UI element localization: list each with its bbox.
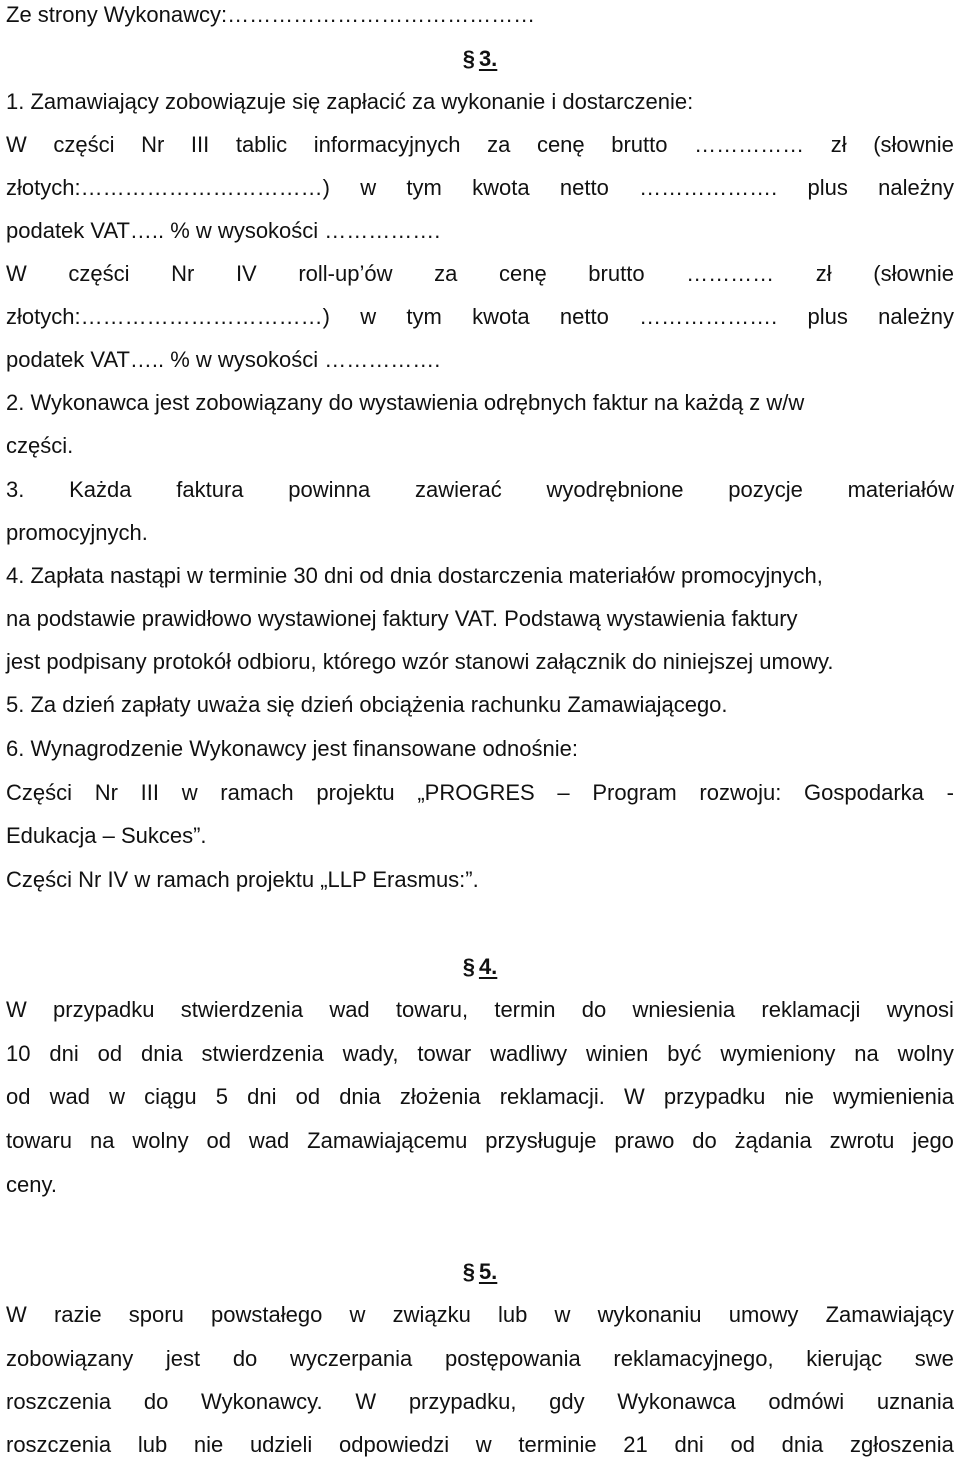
word: za xyxy=(487,132,511,157)
word: winien xyxy=(586,1041,649,1066)
word: plus xyxy=(807,175,848,200)
word: wad xyxy=(329,997,370,1022)
word: materiałów xyxy=(847,477,954,502)
word: cenę xyxy=(536,132,585,157)
word: Części xyxy=(6,780,73,805)
word: wyczerpania xyxy=(289,1346,413,1371)
word: części xyxy=(68,261,130,286)
s3-paragraph-3-cont: promocyjnych. xyxy=(6,520,148,545)
word: netto xyxy=(559,304,609,329)
s5-line-justified xyxy=(6,1346,954,1372)
word: w xyxy=(475,1432,492,1457)
word: „PROGRES xyxy=(417,780,535,805)
word: reklamacji xyxy=(761,997,861,1022)
s5-line-justified xyxy=(6,1302,954,1328)
word: Zamawiający xyxy=(825,1302,954,1327)
section-number: 5. xyxy=(478,1259,498,1284)
s3-line-justified xyxy=(6,261,954,287)
word: stwierdzenia xyxy=(201,1041,324,1066)
section-4-heading xyxy=(0,954,960,980)
s3-paragraph-6: 6. Wynagrodzenie Wykonawcy jest finansowane odnośnie: xyxy=(6,736,578,761)
word: roszczenia xyxy=(6,1389,112,1414)
word: faktura xyxy=(176,477,244,502)
word: od xyxy=(97,1041,123,1066)
word: wadliwy xyxy=(490,1041,568,1066)
word: brutto xyxy=(611,132,668,157)
word: …………… xyxy=(694,132,805,157)
word: tablic xyxy=(235,132,288,157)
section-sign: § xyxy=(462,1259,475,1284)
word: zł xyxy=(830,132,847,157)
word: kwota xyxy=(472,304,530,329)
word: swe xyxy=(914,1346,954,1371)
s3-paragraph-2-cont: części. xyxy=(6,433,74,458)
word: na xyxy=(854,1041,879,1066)
word: zgłoszenia xyxy=(849,1432,954,1457)
word: przypadku, xyxy=(408,1389,517,1414)
word: kierując xyxy=(806,1346,883,1371)
word: do xyxy=(232,1346,258,1371)
word: od xyxy=(295,1084,321,1109)
word: wniesienia xyxy=(632,997,736,1022)
word: reklamacyjnego, xyxy=(613,1346,774,1371)
word: zwrotu xyxy=(829,1128,895,1153)
word: ciągu xyxy=(144,1084,197,1109)
s3-paragraph-4: 4. Zapłata nastąpi w terminie 30 dni od dnia dostarczenia materiałów promocyjnych, xyxy=(6,563,823,588)
word: terminie xyxy=(518,1432,597,1457)
word: tym xyxy=(406,175,442,200)
word: należny xyxy=(878,304,954,329)
word: złotych:……………………………) xyxy=(6,175,330,200)
word: od xyxy=(206,1128,231,1153)
word: Gospodarka xyxy=(804,780,924,805)
section-sign: § xyxy=(462,46,475,71)
word: wolny xyxy=(132,1128,189,1153)
word: w xyxy=(349,1302,366,1327)
word: towaru, xyxy=(395,997,469,1022)
word: być xyxy=(667,1041,702,1066)
word: wolny xyxy=(897,1041,954,1066)
word: roll-up’ów xyxy=(298,261,393,286)
word: W xyxy=(6,997,27,1022)
s3-paragraph-5: 5. Za dzień zapłaty uważa się dzień obciążenia rachunku Zamawiającego. xyxy=(6,692,728,717)
s3-line-justified xyxy=(6,477,954,503)
word: w xyxy=(181,780,198,805)
word: od xyxy=(730,1432,755,1457)
word: zł xyxy=(815,261,832,286)
word: udzieli xyxy=(249,1432,313,1457)
word: reklamacji. xyxy=(499,1084,605,1109)
word: Nr xyxy=(94,780,118,805)
word: W xyxy=(6,261,27,286)
word: od xyxy=(6,1084,31,1109)
word: rozwoju: xyxy=(699,780,782,805)
section-3-heading xyxy=(0,46,960,72)
word: dni xyxy=(674,1432,704,1457)
word: odmówi xyxy=(768,1389,845,1414)
s3-vat-line: podatek VAT….. % w wysokości ……………. xyxy=(6,218,441,243)
word: gdy xyxy=(549,1389,585,1414)
word: postępowania xyxy=(444,1346,581,1371)
s3-paragraph-1: 1. Zamawiający zobowiązuje się zapłacić za wykonanie i dostarczenie: xyxy=(6,89,694,114)
word: wyodrębnione xyxy=(546,477,684,502)
word: złożenia xyxy=(399,1084,481,1109)
word: W xyxy=(623,1084,645,1109)
word: w xyxy=(360,304,377,329)
word: żądania xyxy=(734,1128,812,1153)
word: roszczenia xyxy=(6,1432,112,1457)
word: towaru xyxy=(6,1128,73,1153)
word: dnia xyxy=(141,1041,183,1066)
s4-line-justified xyxy=(6,1041,954,1067)
word: wad xyxy=(248,1128,290,1153)
intro-line: Ze strony Wykonawcy:…………………………………… xyxy=(6,2,536,27)
word: lub xyxy=(137,1432,168,1457)
s3-paragraph-6-cont: Edukacja – Sukces”. xyxy=(6,823,207,848)
word: Program xyxy=(592,780,677,805)
section-5-heading xyxy=(0,1259,960,1285)
word: 10 xyxy=(6,1041,31,1066)
word: do xyxy=(143,1389,169,1414)
word: 3. xyxy=(6,477,25,502)
s3-paragraph-2: 2. Wykonawca jest zobowiązany do wystawienia odrębnych faktur na każdą z w/w xyxy=(6,390,805,415)
word: wymieniony xyxy=(720,1041,836,1066)
word: (słownie xyxy=(873,132,954,157)
word: cenę xyxy=(498,261,547,286)
section-sign: § xyxy=(462,954,475,979)
s4-last-line: ceny. xyxy=(6,1172,57,1197)
word: powstałego xyxy=(211,1302,323,1327)
word: IV xyxy=(235,261,257,286)
word: netto xyxy=(559,175,609,200)
word: Nr xyxy=(171,261,195,286)
s3-paragraph-6-cont: Części Nr IV w ramach projektu „LLP Erasmus:”. xyxy=(6,867,479,892)
s3-line-justified xyxy=(6,175,954,201)
s3-paragraph-4-cont: na podstawie prawidłowo wystawionej faktury VAT. Podstawą wystawienia faktury xyxy=(6,606,798,631)
word: przypadku xyxy=(663,1084,766,1109)
word: - xyxy=(946,780,954,805)
word: Wykonawca xyxy=(617,1389,736,1414)
word: razie xyxy=(53,1302,102,1327)
word: stwierdzenia xyxy=(180,997,304,1022)
word: towar xyxy=(417,1041,472,1066)
word: kwota xyxy=(472,175,530,200)
word: III xyxy=(140,780,159,805)
word: W xyxy=(6,1302,27,1327)
word: w xyxy=(109,1084,125,1109)
word: jego xyxy=(912,1128,954,1153)
word: lub xyxy=(497,1302,528,1327)
word: wymienienia xyxy=(832,1084,954,1109)
word: dni xyxy=(247,1084,277,1109)
word: jest xyxy=(165,1346,201,1371)
s5-line-justified xyxy=(6,1432,954,1458)
word: Każda xyxy=(69,477,132,502)
s3-line-justified xyxy=(6,304,954,330)
word: przypadku xyxy=(53,997,155,1022)
s4-line-justified xyxy=(6,1128,954,1154)
word: do xyxy=(581,997,607,1022)
word: zawierać xyxy=(414,477,502,502)
word: ………………. xyxy=(639,175,778,200)
word: ramach xyxy=(220,780,294,805)
word: informacyjnych xyxy=(313,132,461,157)
word: pozycje xyxy=(728,477,803,502)
word: W xyxy=(355,1389,377,1414)
word: plus xyxy=(807,304,848,329)
word: W xyxy=(6,132,27,157)
word: dnia xyxy=(339,1084,381,1109)
word: Nr xyxy=(141,132,165,157)
word: termin xyxy=(494,997,556,1022)
word: w xyxy=(360,175,377,200)
word: do xyxy=(692,1128,717,1153)
s3-line-justified xyxy=(6,132,954,158)
section-number: 3. xyxy=(478,46,498,71)
word: Zamawiającemu xyxy=(307,1128,468,1153)
section-number: 4. xyxy=(478,954,498,979)
word: powinna xyxy=(288,477,371,502)
word: dnia xyxy=(781,1432,824,1457)
s3-paragraph-4-cont: jest podpisany protokół odbioru, którego wzór stanowi załącznik do niniejszej umowy. xyxy=(6,649,834,674)
word: wykonaniu xyxy=(597,1302,702,1327)
word: Wykonawcy. xyxy=(201,1389,323,1414)
word: części xyxy=(53,132,115,157)
word: prawo xyxy=(614,1128,675,1153)
s4-line-justified xyxy=(6,1084,954,1110)
word: 21 xyxy=(623,1432,648,1457)
word: przysługuje xyxy=(485,1128,597,1153)
word: za xyxy=(434,261,458,286)
word: należny xyxy=(878,175,954,200)
word: III xyxy=(190,132,210,157)
s3-vat-line: podatek VAT….. % w wysokości ……………. xyxy=(6,347,441,372)
word: odpowiedzi xyxy=(339,1432,450,1457)
word: wady, xyxy=(342,1041,399,1066)
word: złotych:……………………………) xyxy=(6,304,330,329)
word: ………… xyxy=(686,261,775,286)
word: umowy xyxy=(728,1302,799,1327)
word: wynosi xyxy=(886,997,954,1022)
s5-line-justified xyxy=(6,1389,954,1415)
word: projektu xyxy=(316,780,395,805)
word: zobowiązany xyxy=(6,1346,134,1371)
word: nie xyxy=(784,1084,814,1109)
s4-line-justified xyxy=(6,997,954,1023)
word: na xyxy=(89,1128,115,1153)
word: tym xyxy=(406,304,442,329)
word: dni xyxy=(49,1041,79,1066)
word: ………………. xyxy=(639,304,778,329)
s3-line-justified xyxy=(6,780,954,806)
word: wad xyxy=(49,1084,90,1109)
word: sporu xyxy=(128,1302,184,1327)
word: 5 xyxy=(215,1084,229,1109)
word: nie xyxy=(193,1432,224,1457)
word: uznania xyxy=(876,1389,954,1414)
word: (słownie xyxy=(873,261,954,286)
word: – xyxy=(557,780,570,805)
word: w xyxy=(554,1302,571,1327)
word: związku xyxy=(392,1302,471,1327)
word: brutto xyxy=(588,261,645,286)
